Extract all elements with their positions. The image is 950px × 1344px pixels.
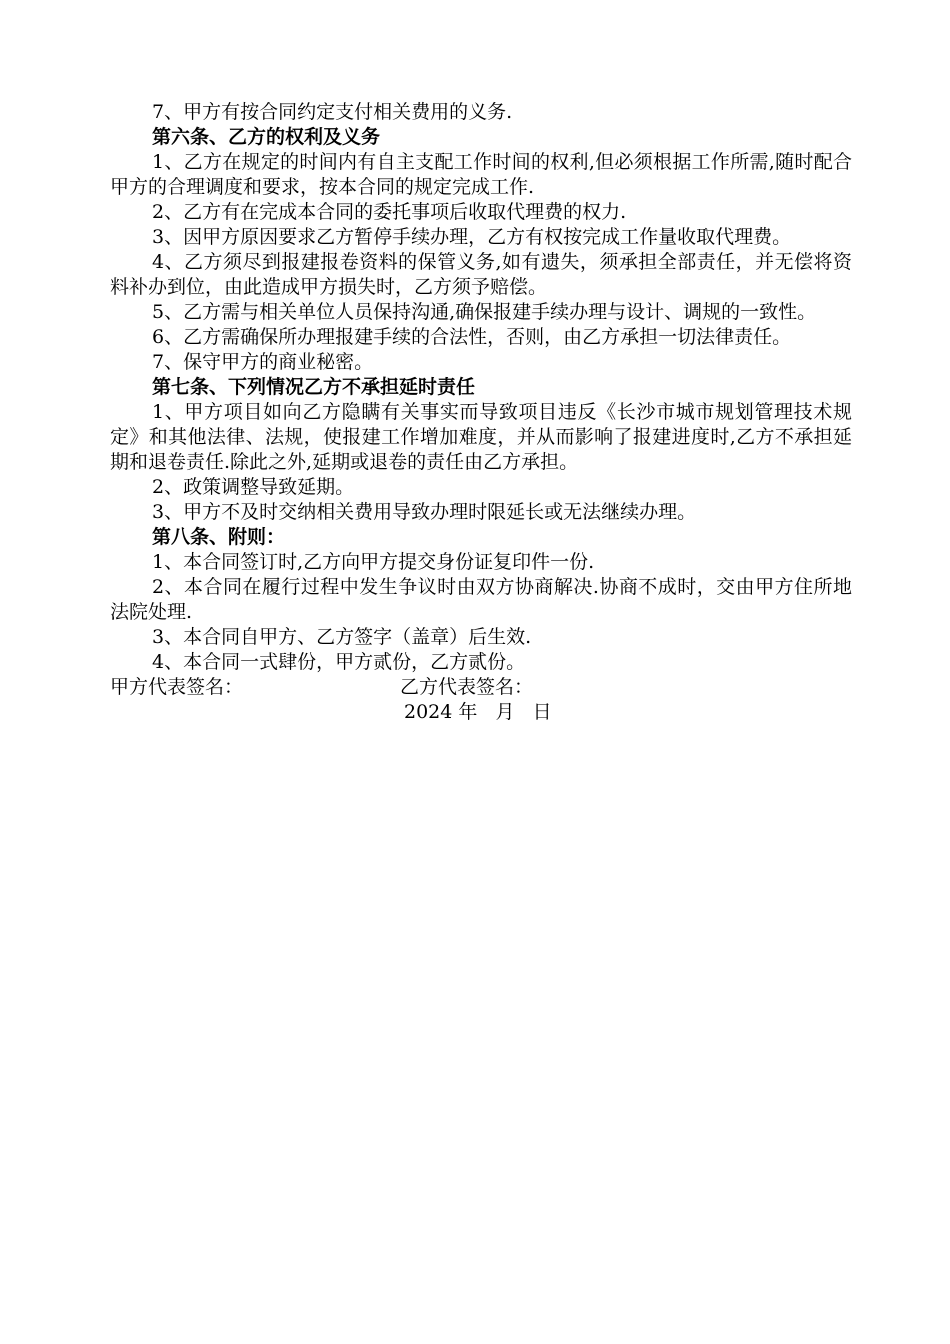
section-7-heading: 第七条、下列情况乙方不承担延时责任: [152, 376, 476, 398]
clause-6-item-5: 5、乙方需与相关单位人员保持沟通,确保报建手续办理与设计、调规的一致性。: [152, 301, 817, 323]
clause-8-item-1: 1、本合同签订时,乙方向甲方提交身份证复印件一份.: [152, 551, 595, 573]
clause-7-item-1: 1、甲方项目如向乙方隐瞒有关事实而导致项目违反《长沙市城市规划管理技术规定》和其他法律、法规，使报建工作增加难度，并从而影响了报建进度时,乙方不承担延期和退卷责任.除此之外,延期或退卷的责任由乙方承担。: [110, 401, 852, 473]
clause-6-item-4: 4、乙方须尽到报建报卷资料的保管义务,如有遗失，须承担全部责任，并无偿将资料补办到位，由此造成甲方损失时，乙方须予赔偿。: [110, 251, 852, 298]
clause-6-item-3: 3、因甲方原因要求乙方暂停手续办理，乙方有权按完成工作量收取代理费。: [152, 226, 792, 248]
clause-6-item-2: 2、乙方有在完成本合同的委托事项后收取代理费的权力.: [152, 201, 627, 223]
clause-7-item-3: 3、甲方不及时交纳相关费用导致办理时限延长或无法继续办理。: [152, 501, 697, 523]
section-6-heading: 第六条、乙方的权利及义务: [152, 126, 381, 148]
clause-5-item-7: 7、甲方有按合同约定支付相关费用的义务.: [152, 101, 513, 123]
clause-8-item-4: 4、本合同一式肆份，甲方贰份，乙方贰份。: [152, 651, 526, 673]
section-8-heading: 第八条、附则：: [152, 526, 286, 548]
signature-row: [110, 675, 852, 700]
party-b-signature-label: 乙方代表签名：: [400, 676, 534, 698]
clause-8-item-3: 3、本合同自甲方、乙方签字（盖章）后生效.: [152, 626, 532, 648]
clause-7-item-2: 2、政策调整导致延期。: [152, 476, 355, 498]
party-a-signature-label: 甲方代表签名：: [110, 676, 244, 698]
clause-8-item-2: 2、本合同在履行过程中发生争议时由双方协商解决.协商不成时，交由甲方住所地法院处理.: [110, 576, 852, 623]
clause-6-item-1: 1、乙方在规定的时间内有自主支配工作时间的权利,但必须根据工作所需,随时配合甲方的合理调度和要求，按本合同的规定完成工作.: [110, 151, 852, 198]
clause-6-item-7: 7、保守甲方的商业秘密。: [152, 351, 374, 373]
clause-6-item-6: 6、乙方需确保所办理报建手续的合法性，否则，由乙方承担一切法律责任。: [152, 326, 792, 348]
contract-page: [110, 100, 852, 725]
signature-date: 2024 年 月 日: [404, 701, 552, 723]
